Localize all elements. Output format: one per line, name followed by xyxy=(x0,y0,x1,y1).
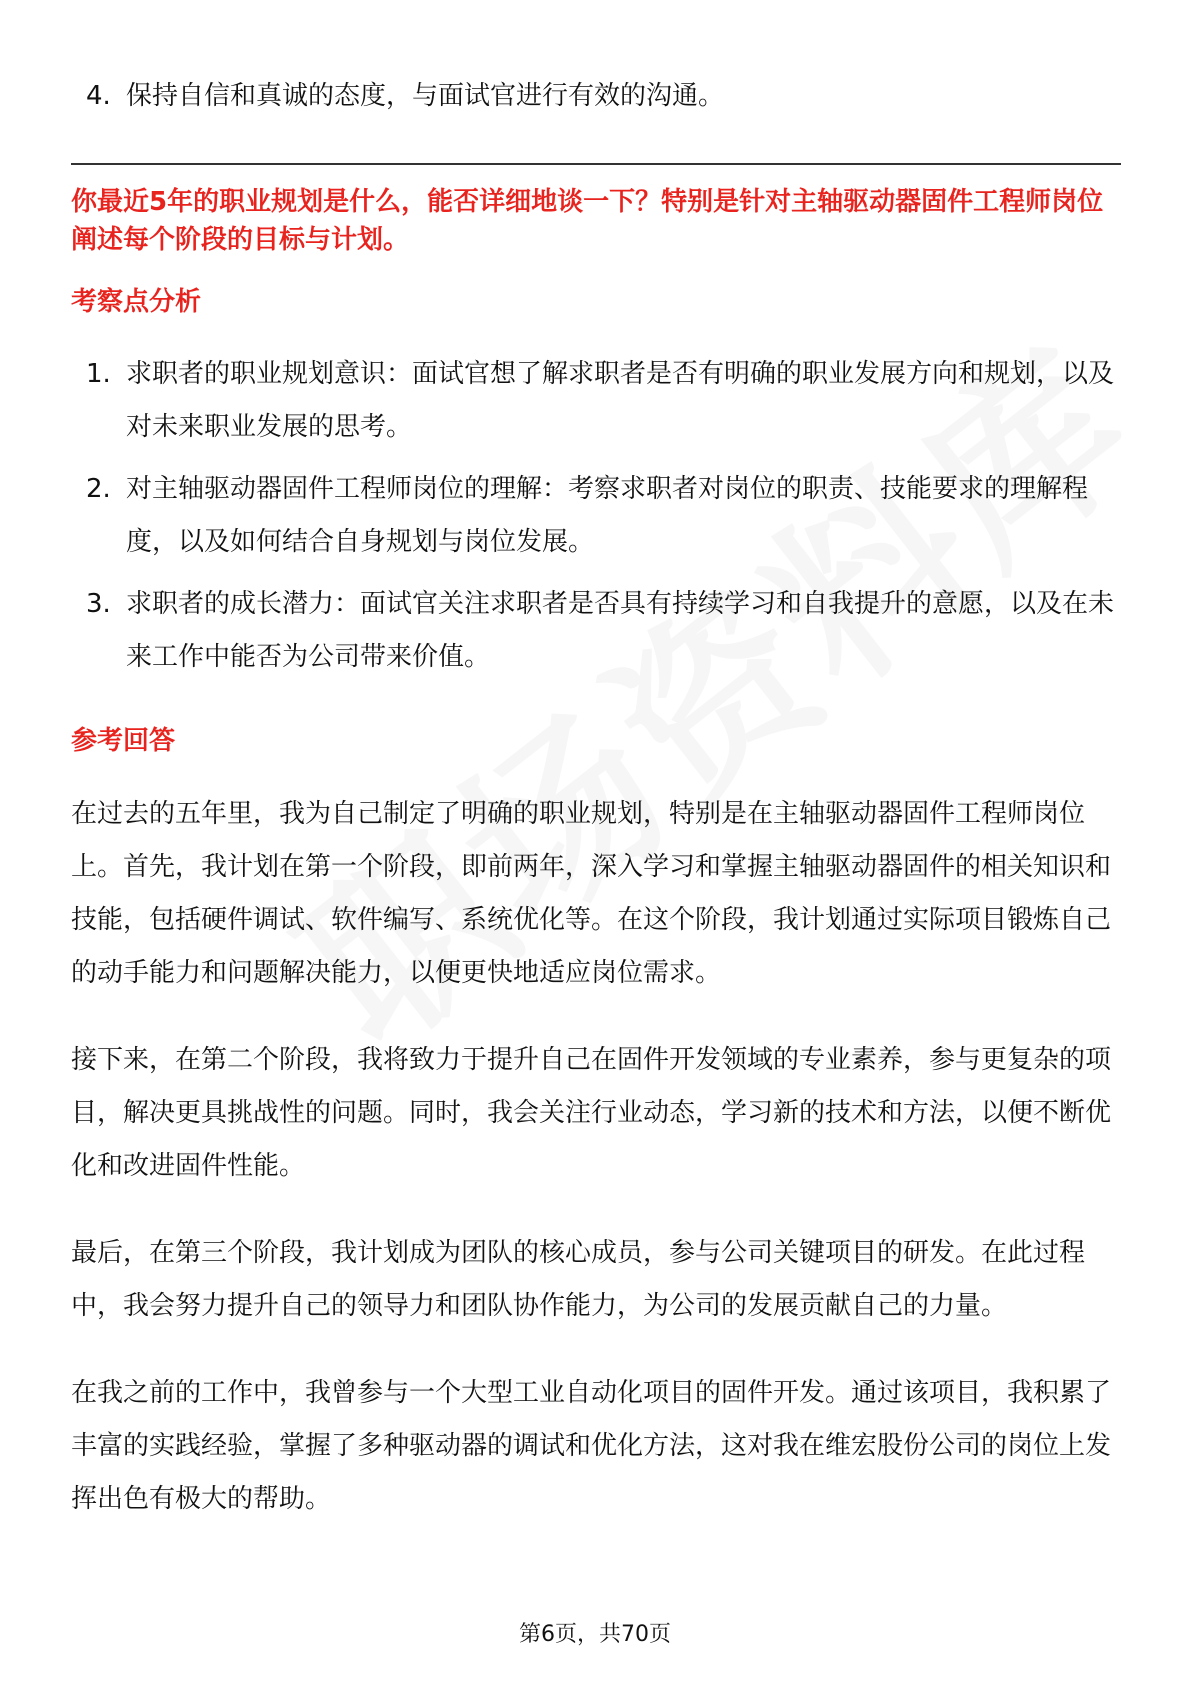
reference-paragraph: 接下来，在第二个阶段，我将致力于提升自己在固件开发领域的专业素养，参与更复杂的项目，解决更具挑战性的问题。同时，我会关注行业动态，学习新的技术和方法，以便不断优化和改进固件性能。 xyxy=(71,1045,1112,1181)
reference-heading: 参考回答 xyxy=(71,726,176,756)
reference-paragraph: 在我之前的工作中，我曾参与一个大型工业自动化项目的固件开发。通过该项目，我积累了丰富的实践经验，掌握了多种驱动器的调试和优化方法，这对我在维宏股份公司的岗位上发挥出色有极大的帮助。 xyxy=(71,1378,1112,1514)
list-item-number: 1. xyxy=(86,359,111,389)
list-item-number: 3. xyxy=(86,589,111,619)
list-item-text: 求职者的职业规划意识：面试官想了解求职者是否有明确的职业发展方向和规划，以及对未来职业发展的思考。 xyxy=(126,359,1115,442)
list-item-number: 2. xyxy=(86,474,111,504)
list-item-number: 4. xyxy=(86,81,111,111)
section-divider xyxy=(71,163,1121,165)
list-item xyxy=(71,348,1121,454)
page-content xyxy=(71,70,1121,1526)
analysis-heading: 考察点分析 xyxy=(71,287,202,317)
list-item xyxy=(71,70,1121,123)
list-item-text: 求职者的成长潜力：面试官关注求职者是否具有持续学习和自我提升的意愿，以及在未来工作中能否为公司带来价值。 xyxy=(126,589,1115,672)
analysis-list xyxy=(71,348,1121,684)
list-item-text: 对主轴驱动器固件工程师岗位的理解：考察求职者对岗位的职责、技能要求的理解程度，以及如何结合自身规划与岗位发展。 xyxy=(126,474,1089,557)
question-title: 你最近5年的职业规划是什么，能否详细地谈一下？特别是针对主轴驱动器固件工程师岗位阐述每个阶段的目标与计划。 xyxy=(71,187,1104,255)
list-item xyxy=(71,463,1121,569)
reference-paragraph: 在过去的五年里，我为自己制定了明确的职业规划，特别是在主轴驱动器固件工程师岗位上。首先，我计划在第一个阶段，即前两年，深入学习和掌握主轴驱动器固件的相关知识和技能，包括硬件调试、软件编写、系统优化等。在这个阶段，我计划通过实际项目锻炼自己的动手能力和问题解决能力，以便更快地适应岗位需求。 xyxy=(71,799,1112,988)
page-number-footer: 第6页，共70页 xyxy=(519,1622,671,1647)
list-item xyxy=(71,578,1121,684)
reference-paragraph: 最后，在第三个阶段，我计划成为团队的核心成员，参与公司关键项目的研发。在此过程中，我会努力提升自己的领导力和团队协作能力，为公司的发展贡献自己的力量。 xyxy=(71,1238,1086,1321)
list-item-text: 保持自信和真诚的态度，与面试官进行有效的沟通。 xyxy=(126,81,725,111)
